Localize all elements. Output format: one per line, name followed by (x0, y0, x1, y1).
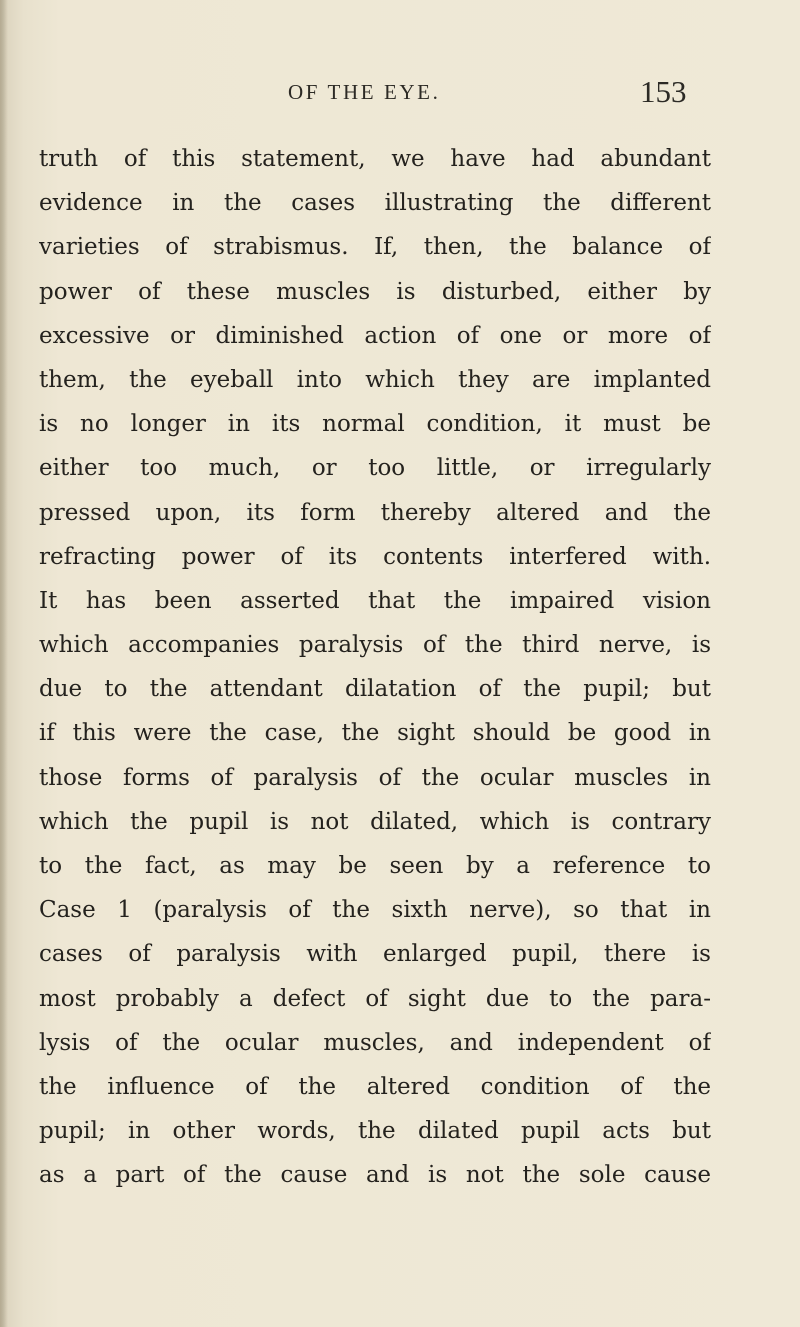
text-line: excessive or diminished action of one or more of (39, 322, 711, 349)
text-line: pupil; in other words, the dilated pupil acts but (39, 1118, 711, 1145)
text-line: which accompanies paralysis of the third nerve, is (39, 632, 711, 659)
text-line: is no longer in its normal condition, it must be (39, 411, 711, 438)
text-line: varieties of strabismus. If, then, the balance of (39, 234, 711, 261)
running-title: OF THE EYE. (288, 80, 441, 104)
text-line: due to the attendant dilatation of the pupil; but (39, 676, 711, 703)
text-line: cases of paralysis with enlarged pupil, there is (39, 941, 711, 968)
text-line: Case 1 (paralysis of the sixth nerve), so that in (39, 897, 711, 924)
text-line: the influence of the altered condition of the (39, 1073, 711, 1100)
page-number: 153 (640, 74, 687, 109)
text-line: most probably a defect of sight due to the para- (39, 985, 711, 1012)
text-line: those forms of paralysis of the ocular muscles in (39, 764, 711, 791)
text-line: truth of this statement, we have had abundant (39, 146, 711, 172)
text-line: refracting power of its contents interfered with. (39, 543, 711, 570)
text-line: as a part of the cause and is not the sole cause (39, 1162, 711, 1189)
text-line: It has been asserted that the impaired vision (39, 587, 711, 614)
text-line: pressed upon, its form thereby altered and the (39, 499, 711, 526)
text-line: them, the eyeball into which they are implanted (39, 366, 711, 393)
binding-gutter-shadow (0, 0, 8, 1327)
text-line: which the pupil is not dilated, which is contrary (39, 808, 711, 835)
running-head (0, 74, 800, 114)
text-line: either too much, or too little, or irregularly (39, 455, 711, 482)
text-line: evidence in the cases illustrating the different (39, 190, 711, 217)
text-line: lysis of the ocular muscles, and independent of (39, 1029, 711, 1056)
text-line: if this were the case, the sight should be good in (39, 720, 711, 747)
text-line: power of these muscles is disturbed, either by (39, 278, 711, 305)
text-line: to the fact, as may be seen by a reference to (39, 853, 711, 879)
body-text (39, 137, 711, 1198)
